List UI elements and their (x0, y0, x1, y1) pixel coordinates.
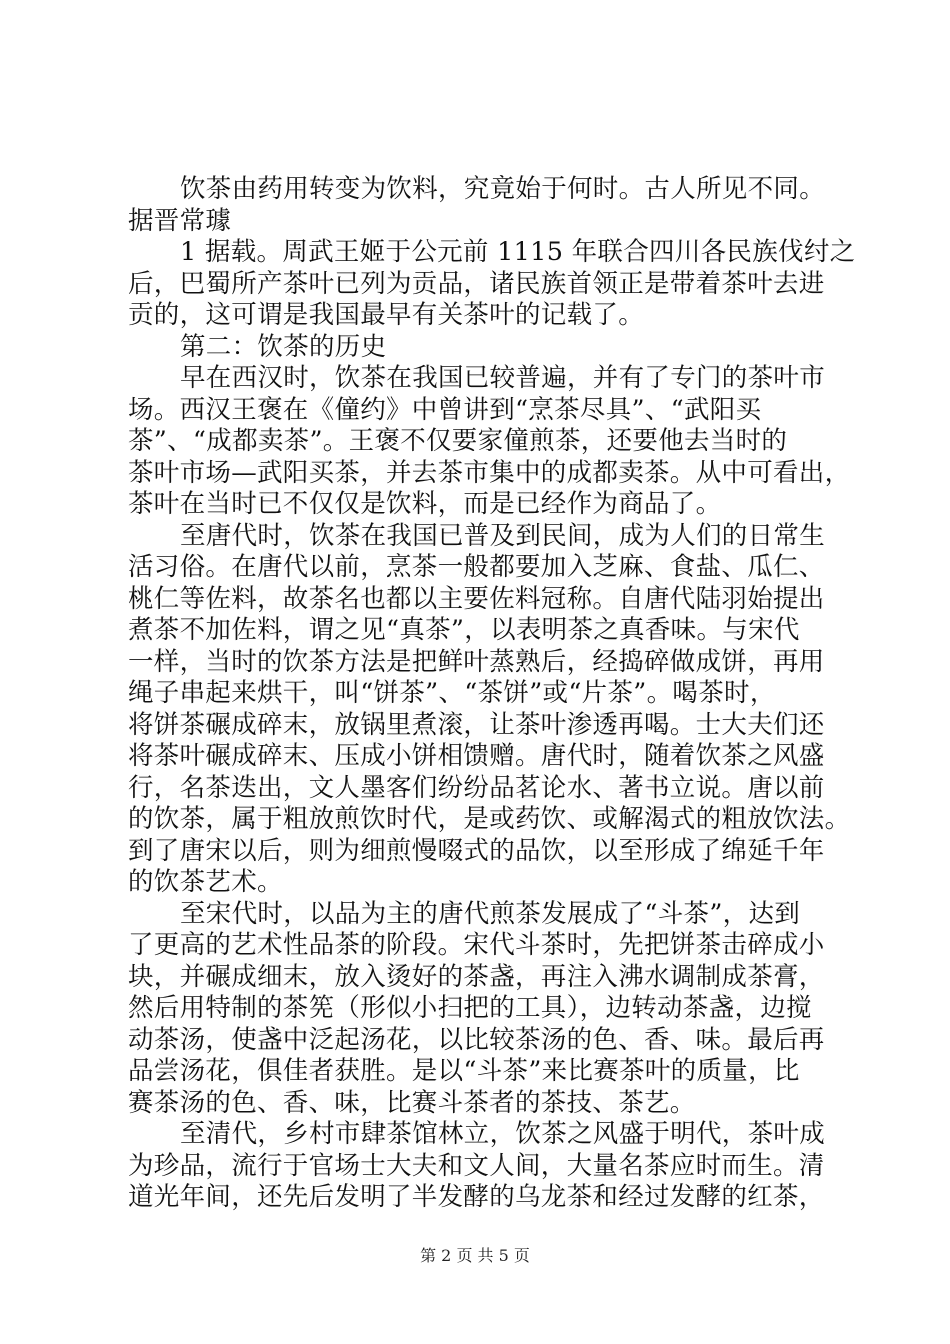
text-line: 绳子串起来烘干，叫“饼茶”、“茶饼”或“片茶”。喝茶时， (128, 678, 776, 708)
text-line: 到了唐宋以后，则为细煎慢啜式的品饮，以至形成了绵延千年 (128, 835, 825, 866)
text-line: 一样，当时的饮茶方法是把鲜叶蒸熟后，经捣碎做成饼，再用 (128, 646, 825, 677)
text-line: 将饼茶碾成碎末，放锅里煮滚，让茶叶渗透再喝。士大夫们还 (128, 709, 825, 740)
text-line: 第二：饮茶的历史 (180, 331, 387, 362)
text-line: 的饮茶，属于粗放煎饮时代，是或药饮、或解渴式的粗放饮法。 (128, 804, 851, 834)
text-line: 了更高的艺术性品茶的阶段。宋代斗茶时，先把饼茶击碎成小 (128, 930, 825, 960)
text-line: 早在西汉时，饮茶在我国已较普遍，并有了专门的茶叶市 (180, 363, 826, 393)
text-line: 活习俗。在唐代以前，烹茶一般都要加入芝麻、食盐、瓜仁、 (128, 552, 825, 582)
text-line: 品尝汤花，俱佳者获胜。是以“斗茶”来比赛茶叶的质量，比 (128, 1056, 800, 1086)
document-body (128, 174, 856, 1214)
text-line: 动茶汤，使盏中泛起汤花，以比较茶汤的色、香、味。最后再 (128, 1024, 825, 1055)
text-line: 贡的，这可谓是我国最早有关茶叶的记载了。 (128, 300, 645, 330)
text-line: 茶叶在当时已不仅仅是饮料，而是已经作为商品了。 (128, 489, 722, 519)
text-line: 块，并碾成细末，放入烫好的茶盏，再注入沸水调制成茶膏， (128, 961, 825, 992)
text-line: 为珍品，流行于官场士大夫和文人间，大量名茶应时而生。清 (128, 1150, 825, 1181)
text-line: 场。西汉王褒在《僮约》中曾讲到“烹茶尽具”、“武阳买 (128, 394, 762, 425)
text-line: 行，名茶迭出，文人墨客们纷纷品茗论水、著书立说。唐以前 (128, 772, 825, 803)
text-line: 茶叶市场—武阳买茶，并去茶市集中的成都卖茶。从中可看出， (128, 457, 851, 488)
text-line: 煮茶不加佐料，谓之见“真茶”，以表明茶之真香味。与宋代 (128, 615, 800, 645)
text-line: 然后用特制的茶筅（形似小扫把的工具），边转动茶盏，边搅 (128, 993, 812, 1023)
text-line: 后，巴蜀所产茶叶已列为贡品，诸民族首领正是带着茶叶去进 (128, 268, 825, 299)
text-line: 至宋代时，以品为主的唐代煎茶发展成了“斗茶”，达到 (180, 898, 801, 929)
text-line: 将茶叶碾成碎末、压成小饼相馈赠。唐代时，随着饮茶之风盛 (128, 741, 825, 771)
text-line: 至清代，乡村市肆茶馆林立，饮茶之风盛于明代，茶叶成 (180, 1119, 826, 1149)
text-line: 桃仁等佐料，故茶名也都以主要佐料冠称。自唐代陆羽始提出 (128, 583, 825, 614)
text-line: 饮茶由药用转变为饮料，究竟始于何时。古人所见不同。 (180, 174, 826, 204)
text-line: 据晋常璩 (128, 205, 232, 236)
text-line: 赛茶汤的色、香、味，比赛斗茶者的茶技、茶艺。 (128, 1087, 696, 1118)
text-line: 1 据载。周武王姬于公元前 1115 年联合四川各民族伐纣之 (180, 237, 856, 267)
text-line: 道光年间，还先后发明了半发酵的乌龙茶和经过发酵的红茶， (128, 1182, 825, 1212)
text-line: 至唐代时，饮茶在我国已普及到民间，成为人们的日常生 (180, 520, 826, 551)
text-line: 的饮茶艺术。 (128, 867, 283, 897)
text-line: 茶”、“成都卖茶”。王褒不仅要家僮煎茶，还要他去当时的 (128, 426, 788, 456)
page-number-footer: 第 2 页 共 5 页 (420, 1246, 530, 1265)
